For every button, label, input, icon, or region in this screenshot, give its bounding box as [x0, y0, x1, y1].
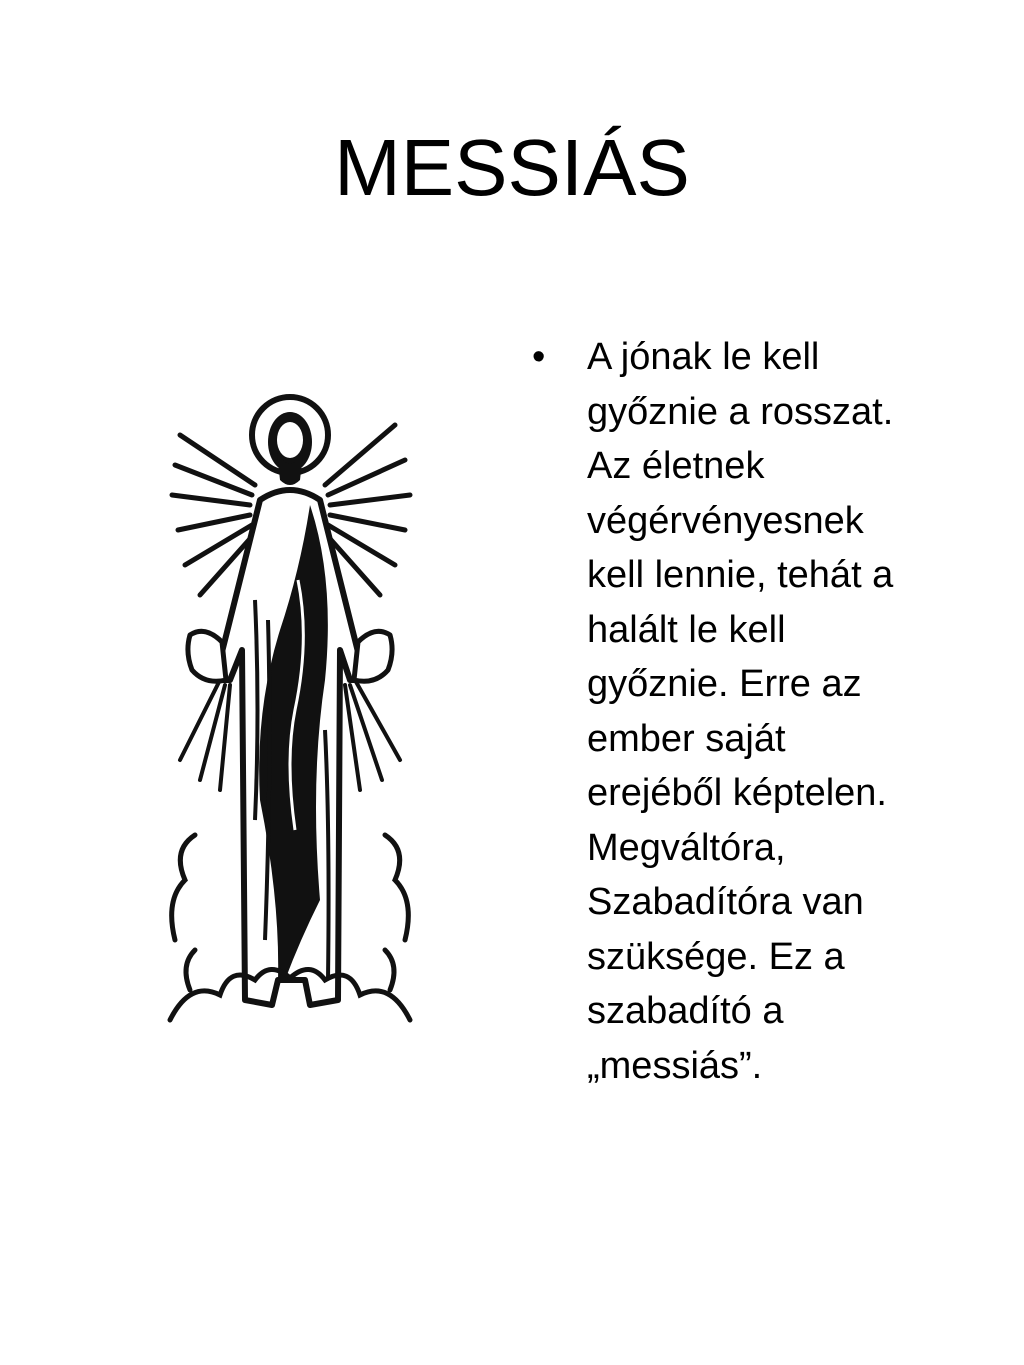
bullet-list: [532, 330, 992, 1093]
bullet-item: [532, 330, 992, 1093]
bullet-line: Az életnek: [587, 445, 765, 487]
bullet-line: ember saját: [587, 717, 786, 760]
slide-title: MESSIÁS: [334, 123, 690, 212]
bullet-line: „messiás”.: [587, 1044, 763, 1087]
bullet-line: győznie a rosszat.: [587, 390, 894, 433]
bullet-line: halált le kell: [587, 608, 786, 651]
bullet-line: győznie. Erre az: [587, 663, 862, 705]
bullet-line: Megváltóra,: [587, 826, 786, 869]
bullet-line: A jónak le kell: [587, 336, 820, 378]
bullet-line: kell lennie, tehát a: [587, 554, 894, 596]
bullet-line: erejéből képtelen.: [587, 772, 887, 814]
bullet-marker: •: [532, 336, 546, 378]
bullet-line: végérvényesnek: [587, 499, 864, 542]
bullet-line: szüksége. Ez a: [587, 935, 845, 978]
christ-figure-icon: [160, 380, 420, 1030]
bullet-line: szabadító a: [587, 990, 784, 1032]
christ-illustration: [160, 380, 420, 1030]
bullet-line: Szabadítóra van: [587, 881, 864, 923]
